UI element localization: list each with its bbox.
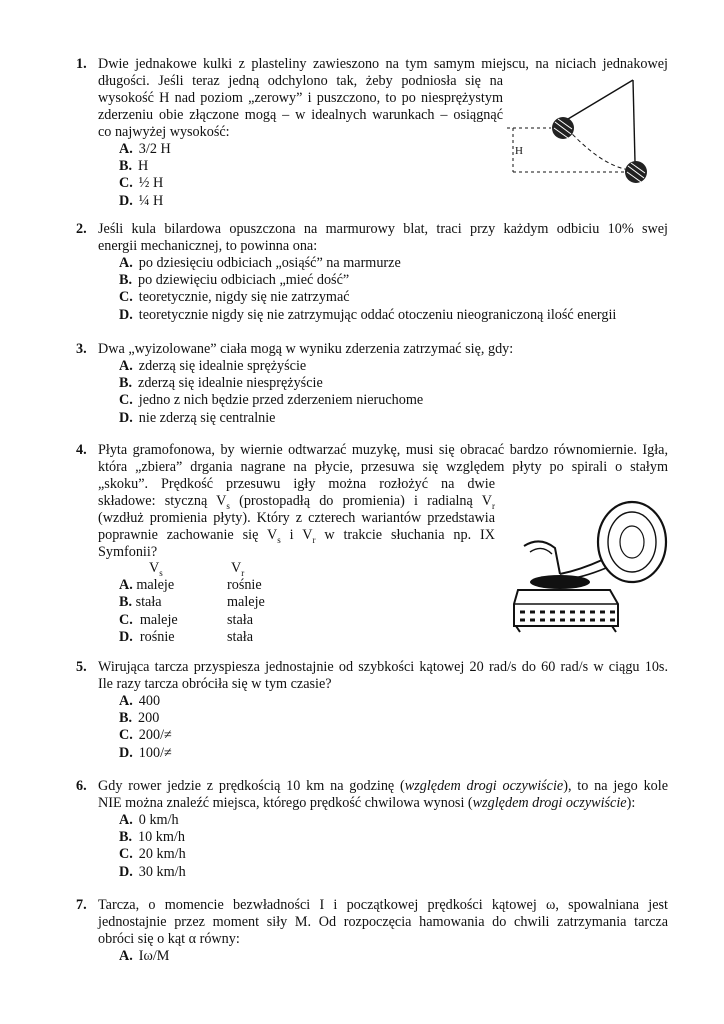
stem-line: Wirująca tarcza przyspiesza jednostajnie od szybkości kątowej 20 rad/s do 60 rad/s w ciągu 10s.: [98, 659, 668, 675]
option-c[interactable]: C. ½ H: [119, 175, 164, 192]
question-number: 1.: [76, 56, 87, 72]
stem-line: która „zbiera” drgania nagrane na płycie, przesuwa się względem płyty po spirali o stałym: [98, 459, 668, 475]
question-stem: [98, 897, 668, 948]
stem-line: wysokość H nad poziom „zerowy” i puszczono, to po niesprężystym: [98, 90, 503, 106]
option-a[interactable]: A. 400: [119, 693, 161, 709]
option-b[interactable]: B. stała maleje: [119, 594, 265, 611]
answer-options: [119, 255, 616, 324]
question-number: 7.: [76, 897, 87, 913]
option-c[interactable]: C. jedno z nich będzie przed zderzeniem nieruchome: [119, 392, 424, 409]
answer-options: [119, 693, 172, 762]
stem-line: (wzdłuż promienia płyty). Który z czterech wariantów przedstawia: [98, 510, 495, 526]
option-a[interactable]: A. po dziesięciu odbiciach „osiąść” na marmurze: [119, 255, 401, 271]
option-a[interactable]: A. 3/2 H: [119, 141, 171, 157]
question-number: 6.: [76, 778, 87, 794]
question-stem: [98, 221, 668, 255]
question-stem: [98, 659, 668, 693]
question-number: 5.: [76, 659, 87, 675]
stem-line: co najwyżej wysokość:: [98, 124, 230, 140]
question-stem: [98, 56, 668, 73]
answer-options: [119, 358, 423, 427]
col-header-vs: $V_s$: [149, 560, 163, 578]
col-header-vr: $V_r$: [231, 560, 245, 578]
stem-line: Płyta gramofonowa, by wiernie odtwarzać muzykę, musi się obracać bardzo równomiernie. Igła,: [98, 442, 668, 458]
stem-line: długości. Jeśli teraz jedną odchylono tak, żeby podniosła się na: [98, 73, 503, 89]
option-b[interactable]: B. H: [119, 158, 149, 175]
option-a[interactable]: A. zderzą się idealnie sprężyście: [119, 358, 307, 374]
option-b[interactable]: B. 200: [119, 710, 160, 727]
pendulum-figure: [505, 78, 670, 196]
answer-options: [119, 141, 171, 210]
option-c[interactable]: C. 20 km/h: [119, 846, 186, 863]
option-a[interactable]: A. Iω/M: [119, 948, 170, 964]
stem-line: Gdy rower jedzie z prędkością 10 km na godzinę (względem drogi oczywiście), to na jego kole: [98, 778, 668, 794]
stem-line: Tarcza, o momencie bezwładności I i początkowej prędkości kątowej ω, spowalniana jest: [98, 897, 668, 913]
option-d[interactable]: D. rośnie stała: [119, 628, 253, 645]
option-b[interactable]: B. po dziewięciu odbiciach „mieć dość”: [119, 272, 350, 289]
option-c[interactable]: C. 200/≠: [119, 727, 172, 744]
stem-line: zderzeniu obie złączone mogą – w idealnych warunkach – osiągnąć: [98, 107, 503, 123]
option-a[interactable]: A. 0 km/h: [119, 812, 179, 828]
question-stem-wrap: [98, 476, 495, 561]
stem-line: poprawnie zachowanie się $V_s$ i $V_r$ w trakcie słuchania np. IX: [98, 527, 495, 545]
question-stem: [98, 442, 668, 476]
question-number: 2.: [76, 221, 87, 237]
option-d[interactable]: D. ¼ H: [119, 192, 164, 209]
option-b[interactable]: B. zderzą się idealnie niesprężyście: [119, 375, 323, 392]
option-d[interactable]: D. teoretycznie nigdy się nie zatrzymując oddać otoczeniu nieograniczoną ilość energii: [119, 306, 617, 323]
option-c[interactable]: C. teoretycznie, nigdy się nie zatrzymać: [119, 289, 350, 306]
stem-line: Symfonii?: [98, 544, 158, 560]
stem-line: jednostajnie przez moment siły M. Od rozpoczęcia hamowania do chwili zatrzymania tarcza: [98, 914, 668, 930]
stem-line: NIE można znaleźć miejsca, którego prędkość chwilowa wynosi (względem drogi oczywiście):: [98, 795, 636, 811]
question-number: 4.: [76, 442, 87, 458]
answer-table: [119, 560, 265, 646]
stem-line: składowe: styczną $V_s$ (prostopadłą do promienia) i radialną $V_r$: [98, 493, 495, 511]
option-d[interactable]: D. nie zderzą się centralnie: [119, 409, 276, 426]
stem-line: „skoku”. Prędkość przesuwu igły można rozłożyć na dwie: [98, 476, 495, 492]
question-stem-wrap: [98, 73, 503, 141]
stem-line: Dwie jednakowe kulki z plasteliny zawieszono na tym samym miejscu, na niciach jednakowej: [98, 56, 668, 72]
stem-line: Jeśli kula bilardowa opuszczona na marmurowy blat, traci przy każdym odbiciu 10% swej: [98, 221, 668, 237]
height-label: H: [515, 145, 523, 157]
stem-line: obróci się o kąt α równy:: [98, 931, 240, 947]
option-a[interactable]: A. maleje rośnie: [119, 577, 262, 594]
question-stem: [98, 341, 668, 358]
question-number: 3.: [76, 341, 87, 357]
stem-line: energii mechanicznej, to powinna ona:: [98, 238, 318, 254]
stem-line: Dwa „wyizolowane” ciała mogą w wyniku zderzenia zatrzymać się, gdy:: [98, 341, 514, 357]
answer-options: [119, 948, 169, 965]
table-header: [119, 560, 245, 578]
option-b[interactable]: B. 10 km/h: [119, 829, 185, 846]
answer-options: [119, 812, 186, 881]
stem-line: Ile razy tarcza obróciła się w tym czasie?: [98, 676, 332, 692]
option-c[interactable]: C. maleje stała: [119, 611, 253, 628]
option-d[interactable]: D. 100/≠: [119, 744, 172, 761]
gramophone-figure: [510, 500, 672, 635]
question-stem: [98, 778, 668, 812]
option-d[interactable]: D. 30 km/h: [119, 863, 186, 880]
